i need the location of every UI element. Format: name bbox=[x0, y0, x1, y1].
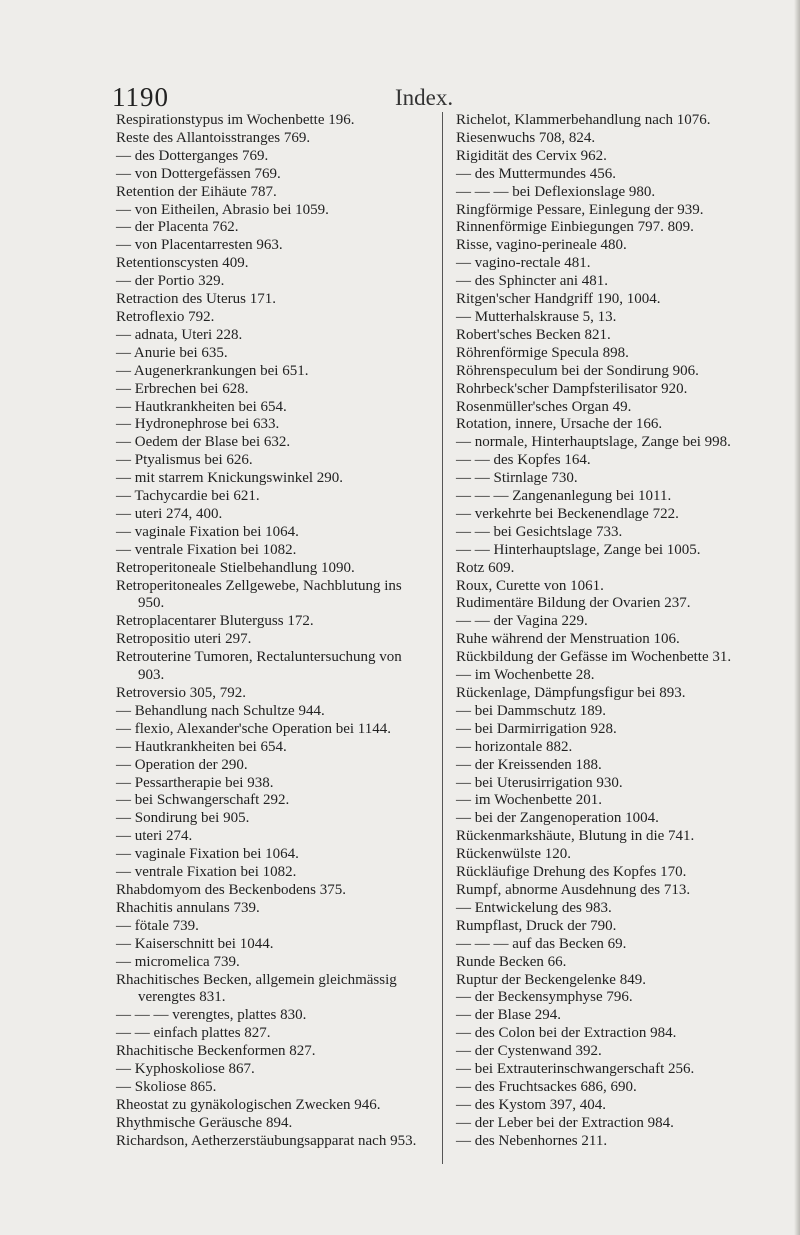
index-entry: Retraction des Uterus 171. bbox=[116, 291, 276, 308]
index-entry: Rhachitische Beckenformen 827. bbox=[116, 1043, 316, 1060]
index-entry: Ruptur der Beckengelenke 849. bbox=[456, 971, 646, 988]
index-entry: Rückenwülste 120. bbox=[456, 846, 571, 863]
index-entry: — von Placentarresten 963. bbox=[116, 237, 283, 254]
index-entry: — micromelica 739. bbox=[116, 953, 240, 970]
index-entry: — — Hinterhauptslage, Zange bei 1005. bbox=[456, 541, 701, 558]
index-entry: — Hautkrankheiten bei 654. bbox=[116, 398, 287, 415]
index-entry: — vaginale Fixation bei 1064. bbox=[116, 523, 299, 540]
index-entry: Roux, Curette von 1061. bbox=[456, 577, 604, 594]
index-entry: — adnata, Uteri 228. bbox=[116, 326, 243, 343]
index-entry: — des Colon bei der Extraction 984. bbox=[456, 1025, 677, 1042]
index-entry: — Behandlung nach Schultze 944. bbox=[116, 702, 325, 719]
index-entry: — mit starrem Knickungswinkel 290. bbox=[116, 470, 344, 487]
index-entry: Ruhe während der Menstruation 106. bbox=[456, 631, 680, 648]
index-entry: — Ptyalismus bei 626. bbox=[116, 452, 253, 469]
index-entry: Rückbildung der Gefässe im Wochenbette 31. bbox=[456, 649, 732, 666]
index-entry: — vaginale Fixation bei 1064. bbox=[116, 846, 299, 863]
index-entry: Retrouterine Tumoren, Rectaluntersuchung von 903. bbox=[116, 649, 402, 684]
index-entry: — Hydronephrose bei 633. bbox=[116, 416, 280, 433]
index-entry: Rigidität des Cervix 962. bbox=[456, 147, 607, 164]
index-entry: — der Beckensymphyse 796. bbox=[456, 989, 633, 1006]
page-number: 1190 bbox=[112, 82, 169, 112]
index-entry: — Hautkrankheiten bei 654. bbox=[116, 738, 287, 755]
index-entry: Rinnenförmige Einbiegungen 797. 809. bbox=[456, 219, 694, 236]
index-entry: Röhrenförmige Specula 898. bbox=[456, 344, 629, 361]
index-entry: — des Sphincter ani 481. bbox=[456, 273, 609, 290]
index-entry: — Kaiserschnitt bei 1044. bbox=[116, 935, 274, 952]
index-entry: — des Fruchtsackes 686, 690. bbox=[456, 1078, 637, 1095]
index-entry: — bei Extrauterinschwangerschaft 256. bbox=[456, 1061, 695, 1078]
index-entry: Richelot, Klammerbehandlung nach 1076. bbox=[456, 112, 711, 128]
index-entry: — — einfach plattes 827. bbox=[116, 1025, 271, 1042]
index-entry: Robert'sches Becken 821. bbox=[456, 326, 611, 343]
index-entry: — des Dotterganges 769. bbox=[116, 147, 269, 164]
index-entry: Retroperitoneale Stielbehandlung 1090. bbox=[116, 559, 355, 576]
index-entry: — — der Vagina 229. bbox=[456, 613, 588, 630]
index-entry: Retentionscysten 409. bbox=[116, 255, 249, 272]
index-entry: Rosenmüller'sches Organ 49. bbox=[456, 398, 632, 415]
index-entry: Ringförmige Pessare, Einlegung der 939. bbox=[456, 201, 704, 218]
index-entry: — Kyphoskoliose 867. bbox=[116, 1061, 255, 1078]
index-entry: — ventrale Fixation bei 1082. bbox=[116, 864, 297, 881]
index-entry: Rhabdomyom des Beckenbodens 375. bbox=[116, 881, 346, 898]
index-entry: — Mutterhalskrause 5, 13. bbox=[456, 308, 617, 325]
index-entry: — der Blase 294. bbox=[456, 1007, 561, 1024]
index-entry: Retention der Eihäute 787. bbox=[116, 183, 277, 200]
index-entry: Rumpf, abnorme Ausdehnung des 713. bbox=[456, 881, 691, 898]
index-entry: Retropositio uteri 297. bbox=[116, 631, 252, 648]
index-entry: — bei Dammschutz 189. bbox=[456, 702, 606, 719]
index-entry: — bei Darmirrigation 928. bbox=[456, 720, 617, 737]
index-column-left bbox=[116, 112, 421, 1151]
index-entry: Risse, vagino-perineale 480. bbox=[456, 237, 627, 254]
index-entry: — Pessartherapie bei 938. bbox=[116, 774, 274, 791]
index-entry: — uteri 274. bbox=[116, 828, 193, 845]
index-entry: — — Stirnlage 730. bbox=[456, 470, 578, 487]
index-entry: — Anurie bei 635. bbox=[116, 344, 228, 361]
index-entry: — des Muttermundes 456. bbox=[456, 165, 616, 182]
index-entry: — — bei Gesichtslage 733. bbox=[456, 523, 623, 540]
index-entry: Rotation, innere, Ursache der 166. bbox=[456, 416, 663, 433]
index-entry: — verkehrte bei Beckenendlage 722. bbox=[456, 505, 679, 522]
running-head: Index. bbox=[395, 85, 454, 110]
index-entry: — flexio, Alexander'sche Operation bei 1144. bbox=[116, 720, 391, 737]
index-entry: — Tachycardie bei 621. bbox=[116, 488, 260, 505]
index-entry: — — — auf das Becken 69. bbox=[456, 935, 627, 952]
index-entry: — im Wochenbette 201. bbox=[456, 792, 602, 809]
index-entry: — Augenerkrankungen bei 651. bbox=[116, 362, 309, 379]
index-entry: — vagino-rectale 481. bbox=[456, 255, 591, 272]
index-entry: Rhachitisches Becken, allgemein gleichmässig verengtes 831. bbox=[116, 971, 397, 1006]
index-entry: — horizontale 882. bbox=[456, 738, 573, 755]
index-entry: — — des Kopfes 164. bbox=[456, 452, 591, 469]
index-entry: — Sondirung bei 905. bbox=[116, 810, 250, 827]
index-entry: Rohrbeck'scher Dampfsterilisator 920. bbox=[456, 380, 688, 397]
index-entry: — fötale 739. bbox=[116, 917, 199, 934]
index-entry: Retroflexio 792. bbox=[116, 308, 215, 325]
index-entry: Retroversio 305, 792. bbox=[116, 685, 246, 701]
index-entry: Respirationstypus im Wochenbette 196. bbox=[116, 112, 355, 128]
index-entry: — im Wochenbette 28. bbox=[456, 667, 595, 684]
index-entry: Rückenmarkshäute, Blutung in die 741. bbox=[456, 828, 695, 845]
index-entry: Rhachitis annulans 739. bbox=[116, 899, 260, 916]
column-divider bbox=[442, 112, 443, 1164]
index-entry: Rotz 609. bbox=[456, 559, 515, 576]
index-entry: — uteri 274, 400. bbox=[116, 505, 223, 522]
index-entry: — von Eitheilen, Abrasio bei 1059. bbox=[116, 201, 329, 218]
index-entry: Runde Becken 66. bbox=[456, 953, 567, 970]
index-entry: Retroperitoneales Zellgewebe, Nachblutung ins 950. bbox=[116, 577, 402, 612]
index-entry: — — — Zangenanlegung bei 1011. bbox=[456, 488, 672, 505]
index-entry: — — — verengtes, plattes 830. bbox=[116, 1007, 307, 1024]
index-entry: Reste des Allantoisstranges 769. bbox=[116, 129, 311, 146]
index-entry: — Erbrechen bei 628. bbox=[116, 380, 249, 397]
index-entry: Riesenwuchs 708, 824. bbox=[456, 129, 596, 146]
index-entry: — der Leber bei der Extraction 984. bbox=[456, 1114, 674, 1131]
index-entry: Rhythmische Geräusche 894. bbox=[116, 1114, 293, 1131]
index-entry: — bei der Zangenoperation 1004. bbox=[456, 810, 659, 827]
index-entry: Rudimentäre Bildung der Ovarien 237. bbox=[456, 595, 691, 612]
index-entry: Retroplacentarer Bluterguss 172. bbox=[116, 613, 314, 630]
index-entry: — der Placenta 762. bbox=[116, 219, 239, 236]
index-entry: — Oedem der Blase bei 632. bbox=[116, 434, 291, 451]
index-entry: — bei Schwangerschaft 292. bbox=[116, 792, 290, 809]
index-entry: — des Nebenhornes 211. bbox=[456, 1132, 608, 1149]
index-entry: — ventrale Fixation bei 1082. bbox=[116, 541, 297, 558]
index-entry: — des Kystom 397, 404. bbox=[456, 1096, 606, 1113]
index-entry: Rumpflast, Druck der 790. bbox=[456, 917, 617, 934]
index-entry: Rückenlage, Dämpfungsfigur bei 893. bbox=[456, 685, 686, 701]
index-entry: — — — bei Deflexionslage 980. bbox=[456, 183, 656, 200]
page-edge-shadow bbox=[794, 0, 800, 1235]
index-entry: Ritgen'scher Handgriff 190, 1004. bbox=[456, 291, 661, 308]
index-entry: — der Cystenwand 392. bbox=[456, 1043, 602, 1060]
index-entry: Richardson, Aetherzerstäubungsapparat nach 953. bbox=[116, 1132, 417, 1149]
index-entry: — Skoliose 865. bbox=[116, 1078, 217, 1095]
index-column-right bbox=[456, 112, 768, 1151]
index-entry: — der Kreissenden 188. bbox=[456, 756, 602, 773]
index-entry: — Entwickelung des 983. bbox=[456, 899, 612, 916]
index-entry: — normale, Hinterhauptslage, Zange bei 998. bbox=[456, 434, 731, 451]
index-entry: Rückläufige Drehung des Kopfes 170. bbox=[456, 864, 687, 881]
index-entry: — der Portio 329. bbox=[116, 273, 225, 290]
index-entry: — bei Uterusirrigation 930. bbox=[456, 774, 623, 791]
index-entry: Röhrenspeculum bei der Sondirung 906. bbox=[456, 362, 699, 379]
index-entry: — von Dottergefässen 769. bbox=[116, 165, 281, 182]
index-entry: — Operation der 290. bbox=[116, 756, 248, 773]
index-entry: Rheostat zu gynäkologischen Zwecken 946. bbox=[116, 1096, 381, 1113]
